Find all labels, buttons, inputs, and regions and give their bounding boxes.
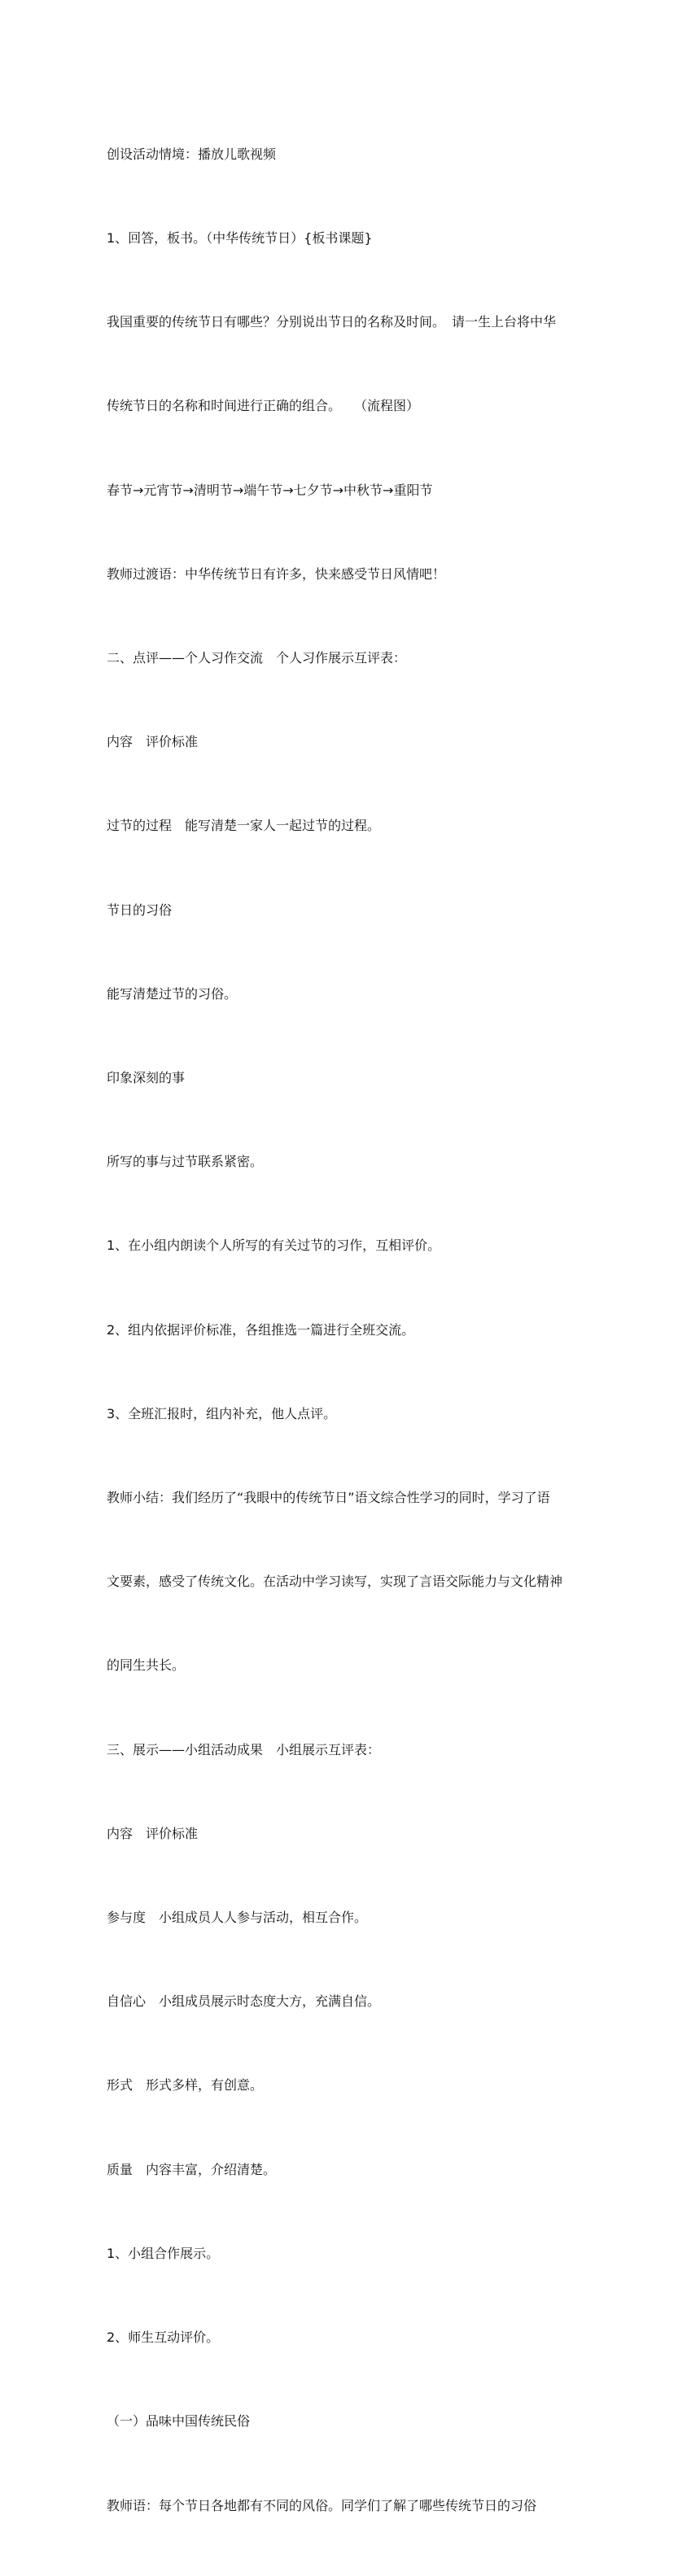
table-header: 内容 评价标准 — [107, 734, 199, 750]
table-row: 质量 内容丰富，介绍清楚。 — [107, 2161, 277, 2177]
list-item: 2、组内依据评价标准，各组推选一篇进行全班交流。 — [107, 1321, 415, 1338]
table-header: 内容 评价标准 — [107, 1825, 199, 1841]
table-row: 节日的习俗 — [107, 902, 173, 918]
text-line: 的同生共长。 — [107, 1657, 186, 1674]
list-item: 1、在小组内朗读个人所写的有关过节的习作，互相评价。 — [107, 1238, 441, 1254]
text-line: 春节→元宵节→清明节→端午节→七夕节→中秋节→重阳节 — [107, 482, 433, 498]
table-row: 自信心 小组成员展示时态度大方，充满自信。 — [107, 1993, 381, 2010]
text-line: 教师小结：我们经历了“我眼中的传统节日”语文综合性学习的同时，学习了语 — [107, 1490, 550, 1506]
table-row: 形式 形式多样，有创意。 — [107, 2077, 264, 2094]
table-row: 参与度 小组成员人人参与活动，相互合作。 — [107, 1910, 368, 1926]
document-body — [107, 85, 595, 2576]
text-line: 我国重要的传统节日有哪些？分别说出节日的名称及时间。 请一生上台将中华 — [107, 314, 557, 330]
text-line: 文要素，感受了传统文化。在活动中学习读写，实现了言语交际能力与文化精神 — [107, 1574, 563, 1590]
table-row: 能写清楚过节的习俗。 — [107, 985, 238, 1002]
table-row: 所写的事与过节联系紧密。 — [107, 1154, 264, 1170]
text-line: 传统节日的名称和时间进行正确的组合。 （流程图） — [107, 398, 420, 414]
text-line: 1、回答，板书。（中华传统节日）{板书课题} — [107, 230, 373, 247]
list-item: 1、小组合作展示。 — [107, 2245, 220, 2261]
list-item: 2、师生互动评价。 — [107, 2329, 220, 2346]
section-heading: 二、点评——个人习作交流 个人习作展示互评表： — [107, 650, 407, 666]
section-heading: 三、展示——小组活动成果 小组展示互评表： — [107, 1741, 381, 1757]
text-line: 教师语：每个节日各地都有不同的风俗。同学们了解了哪些传统节日的习俗 — [107, 2497, 537, 2513]
subsection-heading: （一）品味中国传统民俗 — [107, 2413, 251, 2430]
table-row: 过节的过程 能写清楚一家人一起过节的过程。 — [107, 818, 381, 834]
text-line: 创设活动情境：播放儿歌视频 — [107, 146, 277, 162]
table-row: 印象深刻的事 — [107, 1070, 186, 1086]
text-line: 教师过渡语：中华传统节日有许多，快来感受节日风情吧！ — [107, 565, 446, 582]
list-item: 3、全班汇报时，组内补充，他人点评。 — [107, 1405, 337, 1421]
